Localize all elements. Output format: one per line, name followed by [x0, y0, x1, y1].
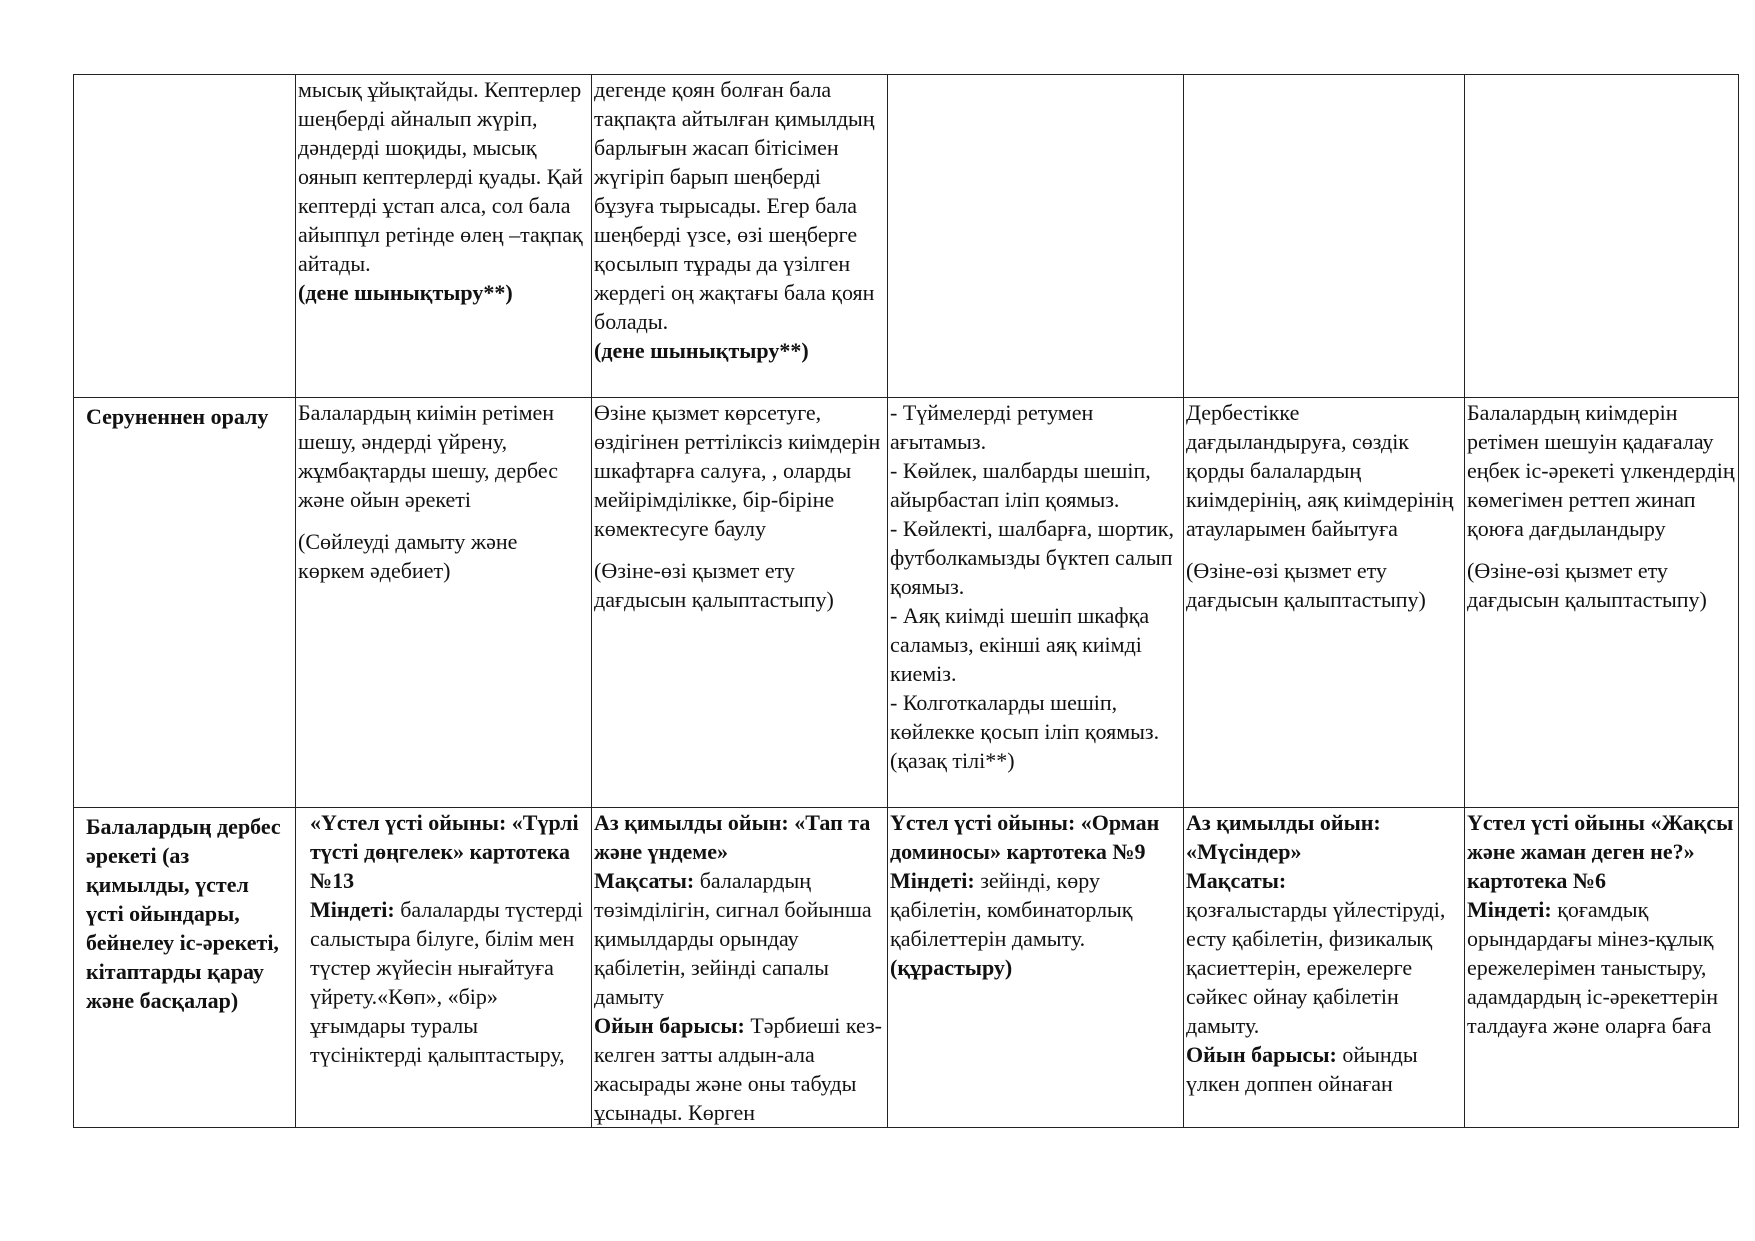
cell-text-bold: Міндеті: — [310, 897, 401, 922]
table-cell — [592, 398, 888, 808]
cell-text: зейінді, көру қабілетін, комбинаторлық қабілеттерін дамыту. — [890, 868, 1133, 951]
table-cell — [1465, 808, 1739, 1128]
cell-text-bold: Міндеті: — [1467, 897, 1558, 922]
cell-text-bold: Аз қимылды ойын: «Тап та және үндеме» — [594, 810, 871, 864]
table-cell — [1184, 808, 1465, 1128]
table-row — [74, 808, 1739, 1128]
cell-text-bold: «Үстел үсті ойыны: «Түрлі түсті дөңгелек» картотека №13 — [310, 810, 579, 893]
cell-text: балалардың төзімділігін, сигнал бойынша қимылдарды орындау қабілетін, зейінді сапалы дамыту — [594, 868, 872, 1009]
cell-text: мысық ұйықтайды. Кептерлер шеңберді айналып жүріп, дәндерді шоқиды, мысық оянып кептерлерді қуады. Қай кептерді ұстап алса, сол бала айыппұл ретінде өлең –тақпақ айтады. — [298, 77, 583, 276]
table-cell — [1184, 75, 1465, 398]
table-row — [74, 398, 1739, 808]
cell-text: - Түймелерді ретумен ағытамыз. — [890, 400, 1094, 454]
table-cell — [888, 398, 1184, 808]
cell-text: ойынды үлкен доппен ойнаған — [1186, 1042, 1418, 1096]
table-cell — [888, 808, 1184, 1128]
cell-text-bold: Ойын барысы: — [1186, 1042, 1343, 1067]
cell-text: - Көйлек, шалбарды шешіп, айырбастап іліп қоямыз. — [890, 458, 1151, 512]
table-cell — [888, 75, 1184, 398]
cell-text-bold: Аз қимылды ойын: «Мүсіндер» — [1186, 810, 1381, 864]
row-label: Серуненнен оралу — [74, 398, 296, 808]
cell-text: дегенде қоян болған бала тақпақта айтылған қимылдың барлығын жасап бітісімен жүгіріп барып шеңберді бұзуға тырысады. Егер бала шеңберді үзсе, өзі шеңберге қосылып тұрады да үзілген жердегі оң жақтағы бала қоян болады. — [594, 77, 875, 334]
cell-text-bold: Үстел үсті ойыны: «Орман доминосы» картотека №9 — [890, 810, 1160, 864]
table-cell — [296, 398, 592, 808]
cell-text-bold: Үстел үсті ойыны «Жақсы және жаман деген не?» картотека №6 — [1467, 810, 1734, 893]
cell-text-bold: (дене шынықтыру**) — [298, 280, 513, 305]
row-label: Балалардың дербес әрекеті (аз қимылды, үстел үсті ойындары, бейнелеу іс-әрекеті, кітаптарды қарау және басқалар) — [74, 808, 296, 1128]
cell-text: (Өзіне-өзі қызмет ету дағдысын қалыптастыпу) — [1186, 558, 1426, 612]
cell-text: Балалардың киімін ретімен шешу, әндерді үйрену, жұмбақтарды шешу, дербес және ойын әрекеті — [298, 400, 558, 512]
cell-text: Балалардың киімдерін ретімен шешуін қадағалау еңбек іс-әрекеті үлкендердің көмегімен реттеп жинап қоюға дағдыландыру — [1467, 400, 1735, 541]
cell-text-bold: Мақсаты: — [1186, 868, 1287, 893]
cell-text: (Өзіне-өзі қызмет ету дағдысын қалыптастыпу) — [1467, 558, 1707, 612]
table-cell — [1184, 398, 1465, 808]
cell-text: (Сөйлеуді дамыту және көркем әдебиет) — [298, 529, 518, 583]
table-cell — [1465, 75, 1739, 398]
cell-text-bold: Ойын барысы: — [594, 1013, 751, 1038]
cell-text-bold: (дене шынықтыру**) — [594, 338, 809, 363]
plan-table — [73, 74, 1739, 1128]
table-cell — [296, 808, 592, 1128]
cell-text-bold: (құрастыру) — [890, 955, 1013, 980]
table-cell — [296, 75, 592, 398]
cell-text-bold: Міндеті: — [890, 868, 981, 893]
cell-text: қозғалыстарды үйлестіруді, есту қабілетін, физикалық қасиеттерін, ережелерге сәйкес ойнау қабілетін дамыту. — [1186, 897, 1446, 1038]
cell-text: Тәрбиеші кез-келген затты алдын-ала жасырады және оны табуды ұсынады. Көрген — [594, 1013, 883, 1125]
table-cell — [592, 75, 888, 398]
table-cell — [592, 808, 888, 1128]
cell-text-bold: Мақсаты: — [594, 868, 700, 893]
table-cell — [1465, 398, 1739, 808]
cell-text: - Колготкаларды шешіп, көйлекке қосып іліп қоямыз. (қазақ тілі**) — [890, 690, 1160, 773]
plan-table-body — [74, 75, 1739, 1128]
cell-text: Өзіне қызмет көрсетуге, өздігінен реттіліксіз киімдерін шкафтарға салуға, , оларды мейірімділікке, бір-біріне көмектесуге баулу — [594, 400, 881, 541]
table-row — [74, 75, 1739, 398]
row-label — [74, 75, 296, 398]
cell-text: (Өзіне-өзі қызмет ету дағдысын қалыптастыпу) — [594, 558, 834, 612]
cell-text: балаларды түстерді салыстыра білуге, білім мен түстер жүйесін нығайтуға үйрету.«Көп», «бір» ұғымдары туралы түсініктерді қалыптастыру, — [310, 897, 583, 1067]
cell-text: - Көйлекті, шалбарға, шортик, футболкамызды бүктеп салып қоямыз. — [890, 516, 1174, 599]
cell-text: Дербестікке дағдыландыруға, сөздік қорды балалардың киімдерінің, аяқ киімдерінің атауларымен байытуға — [1186, 400, 1454, 541]
cell-text: - Аяқ киімді шешіп шкафқа саламыз, екінші аяқ киімді киеміз. — [890, 603, 1150, 686]
cell-text: қоғамдық орындардағы мінез-құлық ережелерімен таныстыру, адамдардың іс-әрекеттерін талдауға және оларға баға — [1467, 897, 1719, 1038]
